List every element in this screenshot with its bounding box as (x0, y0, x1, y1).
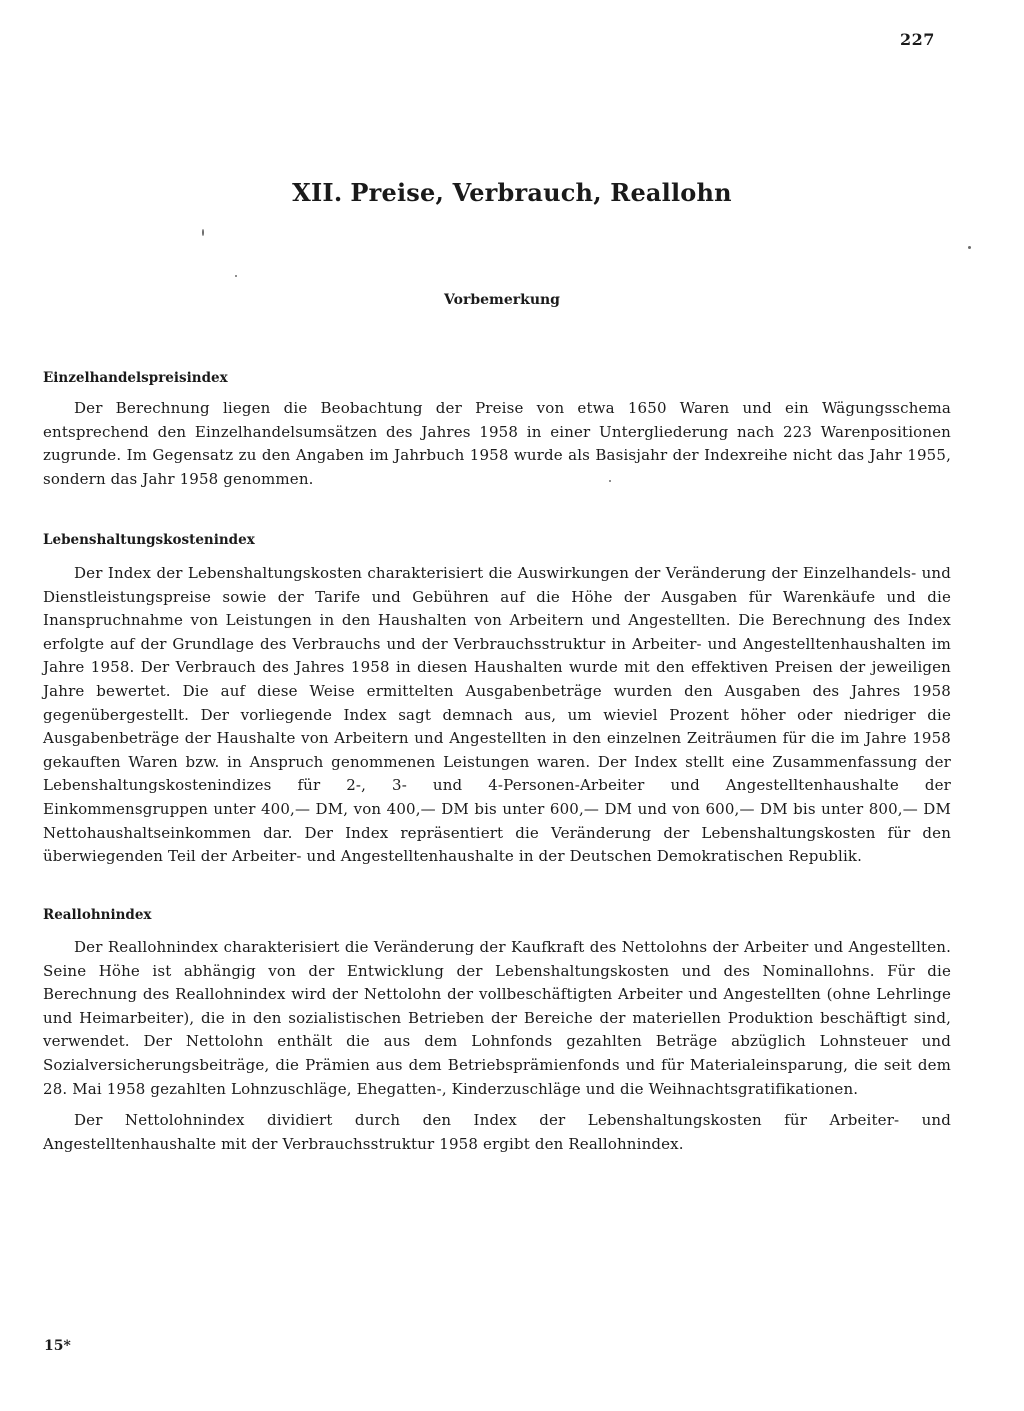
section-body-einzelhandelspreisindex (43, 397, 951, 491)
paragraph: Der Berechnung liegen die Beobachtung der Preise von etwa 1650 Waren und ein Wägungsschema entsprechend den Einzelhandelsumsätzen des Jahres 1958 in einer Untergliederung nach 223 Warenpositionen zugrunde. Im Gegensatz zu den Angaben im Jahrbuch 1958 wurde als Basisjahr der Indexreihe nicht das Jahr 1955, sondern das Jahr 1958 genommen. (43, 399, 951, 488)
page-number: 227 (900, 30, 935, 49)
chapter-title (0, 178, 1024, 207)
section-heading-lebenshaltungskostenindex: Lebenshaltungskostenindex (43, 532, 255, 548)
scan-speck (235, 275, 237, 277)
section-heading-reallohnindex: Reallohnindex (43, 907, 152, 923)
chapter-number: XII. (292, 178, 343, 207)
preface-heading: Vorbemerkung (444, 292, 560, 308)
scan-speck (609, 480, 611, 482)
paragraph: Der Index der Lebenshaltungskosten charakterisiert die Auswirkungen der Veränderung der Einzelhandels- und Dienstleistungspreise sowie der Tarife und Gebühren auf die Höhe der Ausgaben für Warenkäufe und die Inanspruchnahme von Leistungen in den Haushalten von Arbeitern und Angestellten. Die Berechnung des Index erfolgte auf der Grundlage des Verbrauchs und der Verbrauchsstruktur in Arbeiter- und Angestelltenhaushalten im Jahre 1958. Der Verbrauch des Jahres 1958 in diesen Haushalten wurde mit den effektiven Preisen der jeweiligen Jahre bewertet. Die auf diese Weise ermittelten Ausgabenbeträge wurden den Ausgaben des Jahres 1958 gegenübergestellt. Der vorliegende Index sagt demnach aus, um wieviel Prozent höher oder niedriger die Ausgabenbeträge der Haushalte von Arbeitern und Angestellten in den einzelnen Zeiträumen für die im Jahre 1958 gekauften Waren bzw. in Anspruch genommenen Leistungen waren. Der Index stellt eine Zusammenfassung der Lebenshaltungskostenindizes für 2-, 3- und 4-Personen-Arbeiter und Angestelltenhaushalte der Einkommensgruppen unter 400,— DM, von 400,— DM bis unter 600,— DM und von 600,— DM bis unter 800,— DM Nettohaushaltseinkommen dar. Der Index repräsentiert die Veränderung der Lebenshaltungskosten für den überwiegenden Teil der Arbeiter- und Angestelltenhaushalte in der Deutschen Demokratischen Republik. (43, 564, 951, 866)
section-body-reallohnindex (43, 936, 951, 1156)
scan-speck (202, 229, 204, 236)
signature-mark: 15* (44, 1338, 71, 1354)
chapter-title-text: Preise, Verbrauch, Reallohn (350, 178, 732, 207)
paragraph: Der Reallohnindex charakterisiert die Veränderung der Kaufkraft des Nettolohns der Arbeiter und Angestellten. Seine Höhe ist abhängig von der Entwicklung der Lebenshaltungskosten und des Nominallohns. Für die Berechnung des Reallohnindex wird der Nettolohn der vollbeschäftigten Arbeiter und Angestellten (ohne Lehrlinge und Heimarbeiter), die in den sozialistischen Betrieben der Bereiche der materiellen Produktion beschäftigt sind, verwendet. Der Nettolohn enthält die aus dem Lohnfonds gezahlten Beträge abzüglich Lohnsteuer und Sozialversicherungsbeiträge, die Prämien aus dem Betriebsprämienfonds und für Materialeinsparung, die seit dem 28. Mai 1958 gezahlten Lohnzuschläge, Ehegatten-, Kinderzuschläge und die Weihnachtsgratifikationen. (43, 938, 951, 1098)
scan-speck (968, 246, 971, 249)
section-heading-einzelhandelspreisindex: Einzelhandelspreisindex (43, 370, 228, 386)
section-body-lebenshaltungskostenindex (43, 562, 951, 869)
paragraph: Der Nettolohnindex dividiert durch den Index der Lebenshaltungskosten für Arbeiter- und Angestelltenhaushalte mit der Verbrauchsstruktur 1958 ergibt den Reallohnindex. (43, 1111, 951, 1153)
